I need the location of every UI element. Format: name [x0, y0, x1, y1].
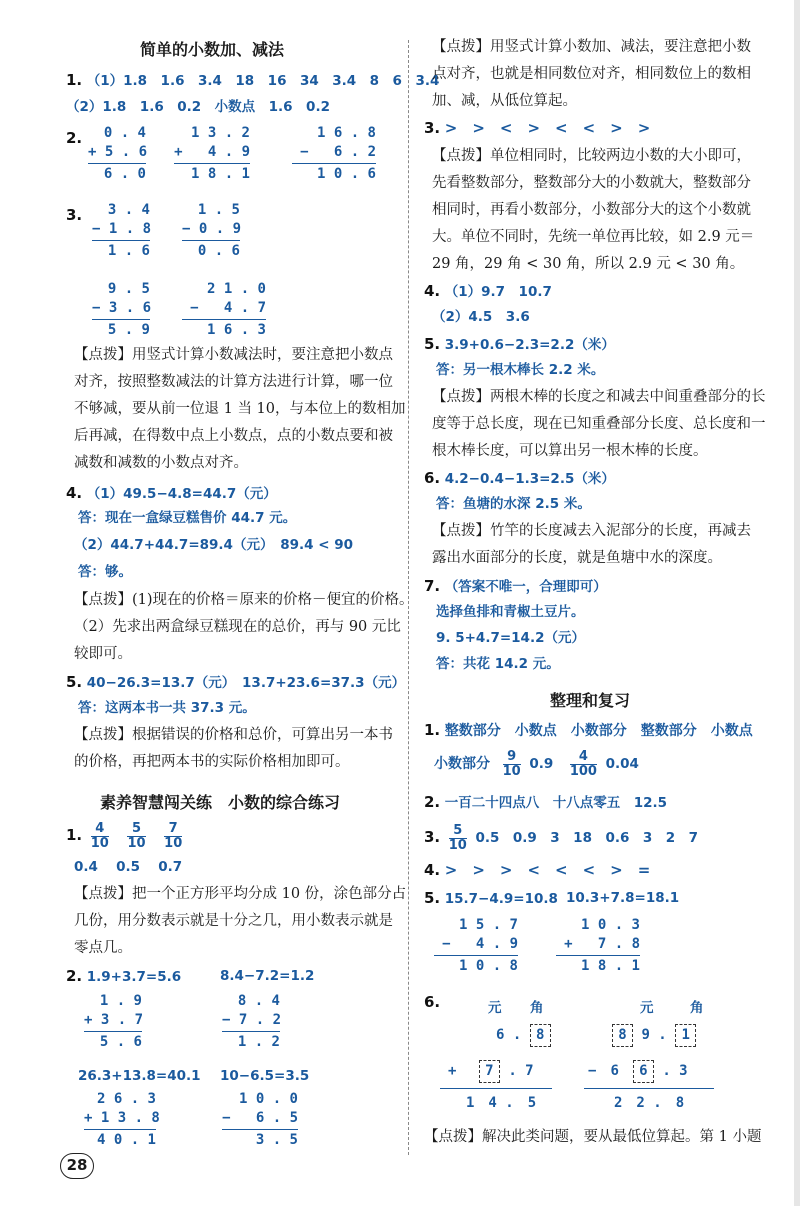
tip2-l3: 较即可。 [74, 646, 132, 662]
q4-line-a: 4. （1）49.5−4.8=44.7（元） [66, 484, 277, 502]
tip6-l5: 29 角，29 角 < 30 角，所以 2.9 元 < 30 角。 [432, 256, 745, 272]
tip7-l1: 【点拨】两根木棒的长度之和减去中间重叠部分的长 [432, 389, 766, 405]
q2-vertical-1: 0 . 4 + 5 . 6 6 . 0 [88, 125, 148, 182]
tip1-l5: 减数和减数的小数点对齐。 [74, 455, 248, 471]
page-number: 28 [60, 1153, 94, 1179]
r1-line-a: 1. 整数部分 小数点 小数部分 整数部分 小数点 [424, 721, 753, 739]
fraction: $\frac{9}{10}$ [502, 748, 521, 779]
fraction: $\frac{5}{10}$ [448, 822, 467, 853]
tip5-l2: 点对齐，也就是相同数位对齐，相同数位上的数相 [432, 66, 751, 82]
page-edge [794, 0, 800, 1206]
s2-eq-1: 2. 1.9+3.7=5.6 [66, 967, 182, 985]
section-title: 简单的小数加、减法 [140, 40, 285, 59]
r5-vertical-1: 1 5 . 7 − 4 . 9 1 0 . 8 [434, 916, 518, 976]
q3-vertical-4: 2 1 . 0 − 4 . 7 1 6 . 3 [182, 280, 266, 340]
r6-right-mid: − 6 6 . 3 [588, 1060, 688, 1083]
s2-vertical-4: 1 0 . 0 − 6 . 5 3 . 5 [222, 1091, 298, 1148]
fraction: $\frac{4}{100}$ [569, 748, 597, 779]
section-title-2: 素养智慧闯关练 小数的综合练习 [100, 793, 341, 812]
r6-left-top: 6 . 8 [496, 1024, 551, 1047]
r-q7-answer: 答：共花 14.2 元。 [436, 656, 560, 672]
r6-right-top: 8 9 . 1 [612, 1024, 696, 1047]
q3-label: 3. [66, 206, 83, 224]
q4-line-b: （2）44.7+44.7=89.4（元） 89.4 < 90 [74, 537, 353, 553]
tip9: 【点拨】解决此类问题，要从最低位算起。第 1 小题 [424, 1129, 762, 1145]
tip1-l3: 不够减，要从前一位退 1 当 10，与本位上的数相加 [74, 401, 406, 417]
tip6-l4: 大。单位不同时，先统一单位再比较，如 2.9 元＝ [432, 229, 755, 245]
s1-fractions: 1. $\frac{4}{10}$ $\frac{5}{10}$ $\frac{7}{10}$ [66, 820, 183, 851]
s2-vertical-3: 2 6 . 3 + 1 3 . 8 4 0 . 1 [84, 1091, 160, 1148]
s1-decimals: 0.4 0.5 0.7 [74, 859, 183, 875]
answer-box: 8 [530, 1024, 551, 1047]
tip5-l1: 【点拨】用竖式计算小数加、减法，要注意把小数 [432, 39, 751, 55]
tip8-l2: 露出水面部分的长度，就是鱼塘中水的深度。 [432, 550, 722, 566]
r-q4-b: （2）4.5 3.6 [432, 309, 530, 325]
r6-right-result: 2 2 . 8 [614, 1095, 685, 1111]
tip1-l1: 【点拨】用竖式计算小数减法时，要注意把小数点 [74, 347, 393, 363]
r-q6: 6. 4.2−0.4−1.3=2.5（米） [424, 469, 615, 487]
r6-right-rule [584, 1088, 714, 1089]
q1-line-b: （2）1.8 1.6 0.2 小数点 1.6 0.2 [66, 99, 330, 115]
tip4-l2: 几份，用分数表示就是十分之几，用小数表示就是 [74, 913, 393, 929]
s2-vertical-2: 8 . 4 − 7 . 2 1 . 2 [222, 993, 282, 1050]
r6-left-result: 1 4 . 5 [466, 1095, 537, 1111]
q2-label: 2. [66, 129, 83, 147]
fraction: $\frac{5}{10}$ [127, 820, 146, 851]
r1-line-b: 小数部分 $\frac{9}{10}$ 0.9 $\frac{4}{100}$ 0.04 [434, 748, 639, 779]
tip4-l1: 【点拨】把一个正方形平均分成 10 份，涂色部分占 [74, 886, 407, 902]
r6-left-yuan: 元 [488, 1000, 502, 1016]
tip1-l2: 对齐，按照整数减法的计算方法进行计算，哪一位 [74, 374, 393, 390]
r-q5: 5. 3.9+0.6−2.3=2.2（米） [424, 335, 615, 353]
q5-line: 5. 40−26.3=13.7（元） 13.7+23.6=37.3（元） [66, 673, 406, 691]
section-title-3: 整理和复习 [550, 691, 631, 710]
tip3-l2: 的价格，再把两本书的实际价格相加即可。 [74, 754, 350, 770]
r3-line: 3. $\frac{5}{10}$ 0.5 0.9 3 18 0.6 3 2 7 [424, 822, 699, 853]
r-q7-b: 选择鱼排和青椒土豆片。 [436, 604, 585, 620]
tip8-l1: 【点拨】竹竿的长度减去入泥部分的长度，再减去 [432, 523, 751, 539]
tip3-l1: 【点拨】根据错误的价格和总价，可算出另一本书 [74, 727, 393, 743]
tip6-l2: 先看整数部分，整数部分大的小数就大，整数部分 [432, 175, 751, 191]
r5-eq-b: 10.3+7.8=18.1 [566, 890, 680, 906]
s2-eq-4: 10−6.5=3.5 [220, 1068, 310, 1084]
tip7-l3: 根木棒长度，可以算出另一根木棒的长度。 [432, 443, 708, 459]
r2-line: 2. 一百二十四点八 十八点零五 12.5 [424, 793, 668, 811]
q5-answer: 答：这两本书一共 37.3 元。 [78, 700, 256, 716]
r-q4-a: 4. （1）9.7 10.7 [424, 282, 552, 300]
tip7-l2: 度等于总长度，现在已知重叠部分长度、总长度和一 [432, 416, 766, 432]
r5-vertical-2: 1 0 . 3 + 7 . 8 1 8 . 1 [556, 916, 640, 976]
s2-eq-2: 8.4−7.2=1.2 [220, 968, 315, 984]
r5-eq-a: 5. 15.7−4.9=10.8 [424, 889, 558, 907]
r-q5-answer: 答：另一根木棒长 2.2 米。 [436, 362, 605, 378]
answer-box: 8 [612, 1024, 633, 1047]
q1-line-a: 1. （1）1.8 1.6 3.4 18 16 34 3.4 8 6 3.4 [66, 71, 440, 89]
answer-box: 6 [633, 1060, 654, 1083]
q2-vertical-2: 1 3 . 2 + 4 . 9 1 8 . 1 [174, 125, 250, 182]
r6-label: 6. [424, 993, 441, 1011]
r-q3: 3. > > < > < < > > [424, 119, 651, 137]
r6-right-jiao: 角 [690, 1000, 704, 1016]
tip5-l3: 加、减，从低位算起。 [432, 93, 577, 109]
answer-box: 7 [479, 1060, 500, 1083]
tip2-l1: 【点拨】(1)现在的价格＝原来的价格－便宜的价格。 [74, 592, 414, 608]
tip6-l3: 相同时，再看小数部分，小数部分大的这个小数就 [432, 202, 751, 218]
answer-box: 1 [675, 1024, 696, 1047]
tip1-l4: 后再减，在得数中点上小数点，点的小数点要和被 [74, 428, 393, 444]
s2-eq-3: 26.3+13.8=40.1 [78, 1068, 201, 1084]
r6-left-rule [440, 1088, 552, 1089]
q3-vertical-3: 9 . 5 − 3 . 6 5 . 9 [92, 281, 152, 338]
fraction: $\frac{7}{10}$ [164, 820, 183, 851]
r-q6-answer: 答：鱼塘的水深 2.5 米。 [436, 496, 591, 512]
r4-line: 4. > > > < < < > = [424, 861, 651, 879]
s2-vertical-1: 1 . 9 + 3 . 7 5 . 6 [84, 993, 144, 1050]
q4-answer-a: 答：现在一盒绿豆糕售价 44.7 元。 [78, 510, 297, 526]
q3-vertical-1: 3 . 4 − 1 . 8 1 . 6 [92, 202, 152, 259]
r6-right-yuan: 元 [640, 1000, 654, 1016]
tip2-l2: （2）先求出两盒绿豆糕现在的总价，再与 90 元比 [74, 619, 401, 635]
tip4-l3: 零点几。 [74, 940, 132, 956]
tip6-l1: 【点拨】单位相同时，比较两边小数的大小即可， [432, 148, 751, 164]
r6-left-mid: + 7 . 7 [448, 1060, 534, 1083]
r-q7-a: 7. （答案不唯一，合理即可） [424, 577, 607, 595]
r6-left-jiao: 角 [530, 1000, 544, 1016]
fraction: $\frac{4}{10}$ [90, 820, 109, 851]
q2-vertical-3: 1 6 . 8 − 6 . 2 1 0 . 6 [292, 124, 376, 184]
q3-vertical-2: 1 . 5 − 0 . 9 0 . 6 [182, 202, 242, 259]
q4-answer-b: 答：够。 [78, 564, 132, 580]
r-q7-c: 9. 5+4.7=14.2（元） [436, 630, 585, 646]
